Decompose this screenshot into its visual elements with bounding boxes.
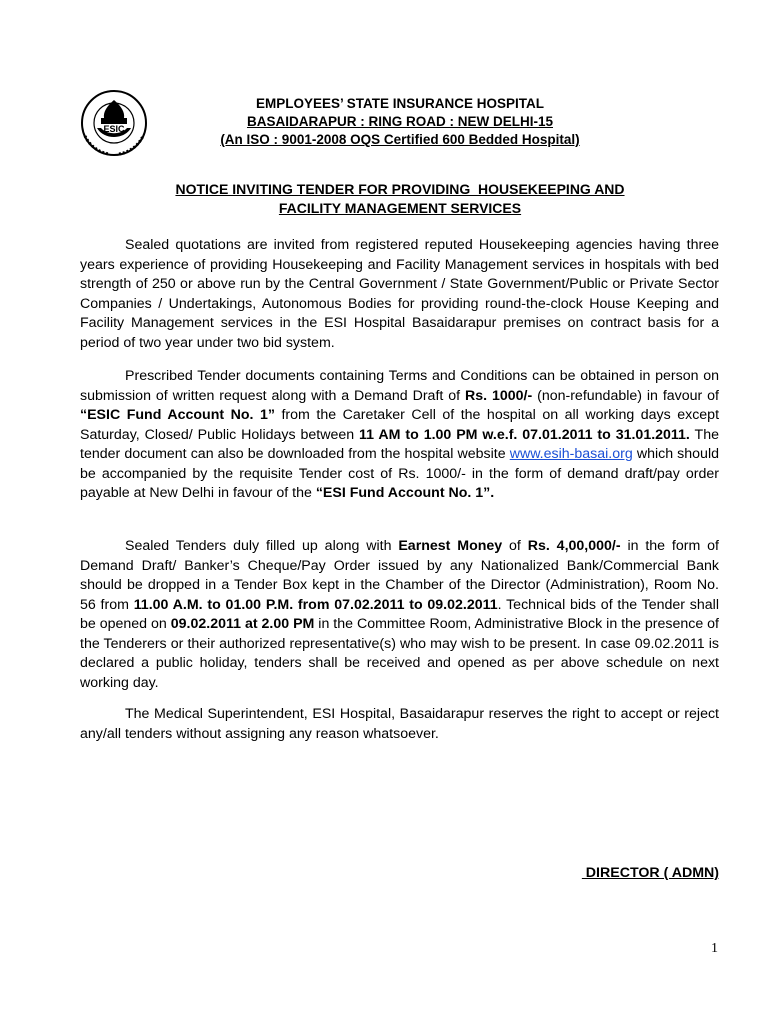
p3-text5: in the Committee Room, Administrative Block in the presence of the Tenderers or their authorized representative(s) who may wish to be present. In case 09.02.2011 is declared a public holiday, tenders shall be received and opened as per above schedule on next working day. bbox=[80, 616, 719, 691]
paragraph-rights: The Medical Superintendent, ESI Hospital, Basaidarapur reserves the right to accept or reject any/all tenders without assigning any reason whatsoever. bbox=[80, 706, 719, 742]
p3-submission-period: 11.00 A.M. to 01.00 P.M. from 07.02.2011 to 09.02.2011 bbox=[133, 596, 498, 613]
paragraph-invitation: Sealed quotations are invited from registered reputed Housekeeping agencies having three years experience of providing Housekeeping and Facility Management services in hospitals with bed strength of 250 or above run by the Central Government / State Government/Public or Private Sector Companies / Undertakings, Autonomous Bodies for providing round-the-clock House Keeping and Facility Management services in the ESI Hospital Basaidarapur premises on contract basis for a period of two year under two bid system. bbox=[80, 237, 719, 351]
p2-account-2: “ESI Fund Account No. 1”. bbox=[315, 485, 495, 501]
signature-designation: DIRECTOR ( ADMN) bbox=[581, 865, 719, 881]
p3-text3: in the form of Demand Draft/ Banker’s Cheque/Pay Order issued by any Nationalized Bank/Commercial Bank should be dropped in a Tender Box kept in the Chamber of the Director (Administration), Room No. 56 from bbox=[80, 538, 720, 613]
p2-text4: The tender document can also be downloaded from the hospital website bbox=[80, 426, 719, 462]
notice-title-line2: FACILITY MANAGEMENT SERVICES bbox=[278, 200, 522, 216]
logo-text: ESIC bbox=[103, 124, 125, 134]
notice-title-line1: NOTICE INVITING TENDER FOR PROVIDING HOUSEKEEPING AND bbox=[175, 181, 625, 197]
p3-text4: . Technical bids of the Tender shall be opened on bbox=[80, 596, 719, 632]
p2-text2: (non-refundable) in favour of bbox=[532, 387, 719, 404]
p2-account: “ESIC Fund Account No. 1” bbox=[80, 407, 275, 423]
hospital-certification: (An ISO : 9001-2008 OQS Certified 600 Bedded Hospital) bbox=[220, 132, 580, 147]
p2-text5: which should be accompanied by the requisite Tender cost of Rs. 1000/- in the form of demand draft/pay order payable at New Delhi in favour of the bbox=[80, 446, 719, 501]
esic-logo bbox=[79, 88, 149, 158]
p3-amount: Rs. 4,00,000/- bbox=[527, 538, 621, 554]
page-number: 1 bbox=[711, 941, 718, 956]
p3-earnest-money: Earnest Money bbox=[398, 538, 503, 554]
website-link[interactable]: www.esih-basai.org bbox=[509, 446, 633, 462]
hospital-address: BASAIDARAPUR : RING ROAD : NEW DELHI-15 bbox=[246, 114, 553, 129]
hospital-name: EMPLOYEES’ STATE INSURANCE HOSPITAL bbox=[255, 96, 545, 111]
p2-text3: from the Caretaker Cell of the hospital on all working days except Saturday, Closed/ Public Holidays between bbox=[80, 407, 720, 443]
p3-opening-time: 09.02.2011 at 2.00 PM bbox=[170, 616, 315, 632]
p3-text1: Sealed Tenders duly filled up along with bbox=[125, 538, 399, 554]
paragraph-submission bbox=[80, 537, 719, 693]
paragraph-tender-documents bbox=[80, 367, 719, 504]
p2-text1: Prescribed Tender documents containing Terms and Conditions can be obtained in person on submission of written request along with a Demand Draft of bbox=[80, 368, 719, 404]
p2-fee: Rs. 1000/- bbox=[464, 387, 533, 404]
notice-title bbox=[80, 180, 720, 218]
p3-text2: of bbox=[502, 538, 528, 554]
p2-timing: 11 AM to 1.00 PM w.e.f. 07.01.2011 to 31.01.2011. bbox=[359, 426, 690, 443]
